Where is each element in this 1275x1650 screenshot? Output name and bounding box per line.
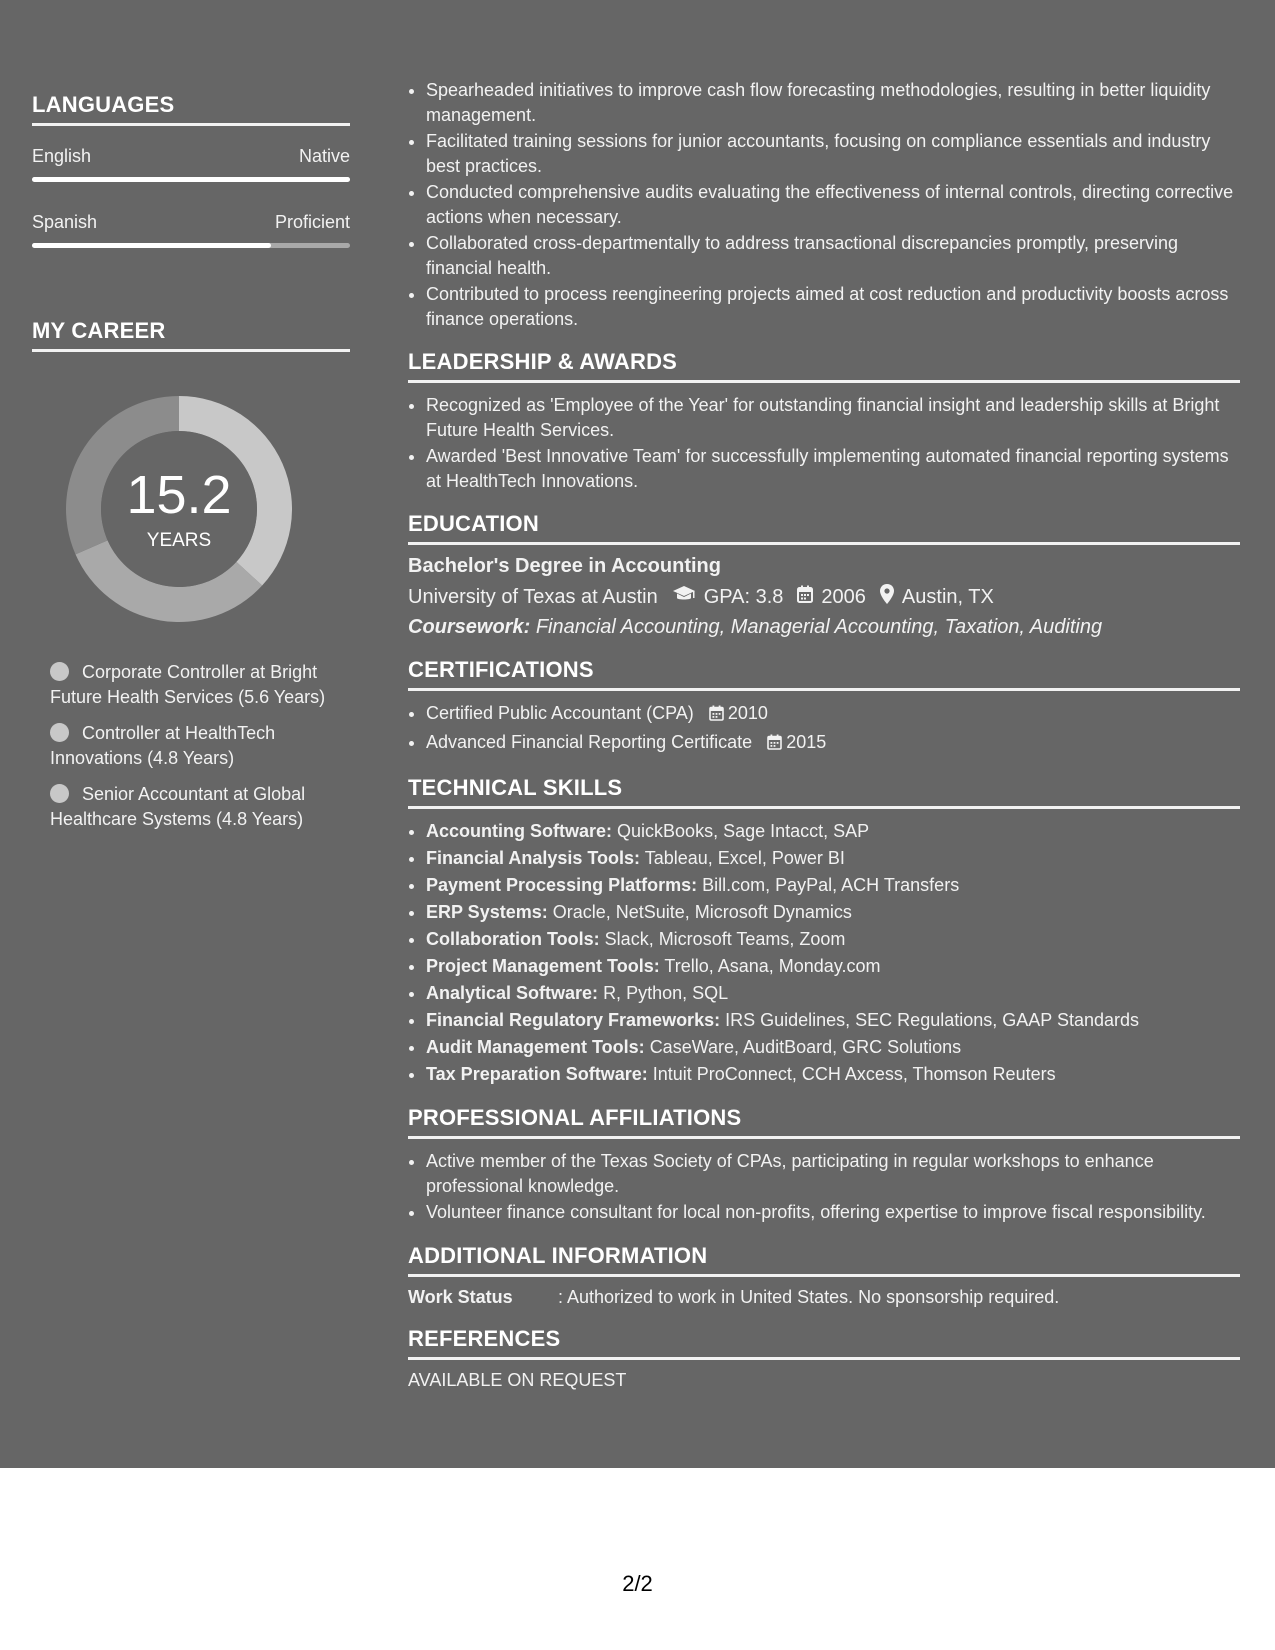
additional-title: ADDITIONAL INFORMATION xyxy=(408,1243,1240,1277)
skill-label: ERP Systems: xyxy=(426,902,548,922)
leadership-section xyxy=(408,349,1240,493)
language-bar-fill xyxy=(32,177,350,182)
career-donut-chart xyxy=(66,396,292,622)
bullet-dot-icon xyxy=(50,662,69,681)
certification-name: Advanced Financial Reporting Certificate xyxy=(426,732,753,752)
career-section xyxy=(32,318,350,831)
additional-section xyxy=(408,1243,1240,1308)
career-roles-list xyxy=(50,660,340,831)
experience-bullet: • Contributed to process reengineering projects aimed at cost reduction and productivity boosts across finance operations. xyxy=(426,282,1240,331)
certification-item xyxy=(426,730,1240,757)
career-total-unit: YEARS xyxy=(146,530,212,551)
skills-title: TECHNICAL SKILLS xyxy=(408,775,1240,809)
coursework-label: Coursework: xyxy=(408,616,531,638)
skill-value: IRS Guidelines, SEC Regulations, GAAP Standards xyxy=(725,1010,1139,1030)
skills-list xyxy=(408,819,1240,1087)
certification-year: 2015 xyxy=(786,732,827,752)
page-number: 2/2 xyxy=(622,1571,653,1596)
skill-value: Trello, Asana, Monday.com xyxy=(664,956,881,976)
skill-item xyxy=(426,1062,1240,1087)
career-role-item xyxy=(50,782,340,831)
work-status-label: Work Status xyxy=(408,1286,513,1307)
coursework-list: Financial Accounting, Managerial Accounting, Taxation, Auditing xyxy=(535,616,1103,638)
experience-bullet: • Conducted comprehensive audits evaluating the effectiveness of internal controls, directing corrective actions when necessary. xyxy=(426,180,1240,229)
education-gpa: GPA: 3.8 xyxy=(703,585,784,608)
skill-label: Analytical Software: xyxy=(426,983,599,1003)
career-role-text: Corporate Controller at Bright Future Health Services (5.6 Years) xyxy=(50,662,326,707)
bullet-dot-icon xyxy=(50,784,69,803)
leadership-item: • Recognized as 'Employee of the Year' for outstanding financial insight and leadership skills at Bright Future Health Services. xyxy=(426,393,1240,442)
experience-bullet: • Facilitated training sessions for junior accountants, focusing on compliance essentials and industry best practices. xyxy=(426,129,1240,178)
bullet-dot-icon xyxy=(50,723,69,742)
skill-label: Collaboration Tools: xyxy=(426,929,600,949)
location-pin-icon xyxy=(880,584,894,610)
certifications-title: CERTIFICATIONS xyxy=(408,657,1240,691)
language-item xyxy=(32,146,350,182)
references-text: AVAILABLE ON REQUEST xyxy=(408,1369,627,1390)
skill-label: Financial Analysis Tools: xyxy=(426,848,641,868)
right-column xyxy=(408,78,1240,1391)
certification-name: Certified Public Accountant (CPA) xyxy=(426,703,694,723)
affiliation-item: • Active member of the Texas Society of CPAs, participating in regular workshops to enhance professional knowledge. xyxy=(426,1149,1240,1198)
career-total-years: 15.2 xyxy=(126,465,232,525)
left-column xyxy=(32,92,350,843)
skill-item xyxy=(426,819,1240,844)
calendar-icon xyxy=(797,585,813,609)
certification-year: 2010 xyxy=(727,703,768,723)
languages-title: LANGUAGES xyxy=(32,92,350,126)
language-level: Native xyxy=(298,146,350,166)
work-status-value: : Authorized to work in United States. No sponsorship required. xyxy=(558,1286,1060,1307)
education-title: EDUCATION xyxy=(408,511,1240,545)
language-bar xyxy=(32,243,350,248)
skill-label: Payment Processing Platforms: xyxy=(426,875,698,895)
skill-item xyxy=(426,846,1240,871)
skill-item xyxy=(426,1035,1240,1060)
education-degree: Bachelor's Degree in Accounting xyxy=(408,555,721,577)
skill-item xyxy=(426,873,1240,898)
skill-value: R, Python, SQL xyxy=(603,983,729,1003)
skill-label: Project Management Tools: xyxy=(426,956,660,976)
skill-value: Oracle, NetSuite, Microsoft Dynamics xyxy=(552,902,852,922)
language-name: Spanish xyxy=(32,212,98,232)
certifications-section xyxy=(408,657,1240,757)
skill-value: Slack, Microsoft Teams, Zoom xyxy=(604,929,846,949)
education-school: University of Texas at Austin xyxy=(408,585,658,608)
skill-item xyxy=(426,927,1240,952)
career-title: MY CAREER xyxy=(32,318,350,352)
skill-item xyxy=(426,900,1240,925)
language-bar xyxy=(32,177,350,182)
language-level: Proficient xyxy=(274,212,350,232)
skill-item xyxy=(426,981,1240,1006)
affiliations-title: PROFESSIONAL AFFILIATIONS xyxy=(408,1105,1240,1139)
career-role-text: Senior Accountant at Global Healthcare Systems (4.8 Years) xyxy=(50,784,306,829)
skill-item xyxy=(426,1008,1240,1033)
education-coursework xyxy=(408,616,1240,639)
education-year: 2006 xyxy=(821,585,866,608)
skill-value: Intuit ProConnect, CCH Axcess, Thomson Reuters xyxy=(652,1064,1056,1084)
skill-value: Bill.com, PayPal, ACH Transfers xyxy=(702,875,960,895)
leadership-title: LEADERSHIP & AWARDS xyxy=(408,349,1240,383)
skill-label: Audit Management Tools: xyxy=(426,1037,645,1057)
skill-value: QuickBooks, Sage Intacct, SAP xyxy=(617,821,870,841)
certification-item xyxy=(426,701,1240,728)
references-section xyxy=(408,1326,1240,1391)
career-role-text: Controller at HealthTech Innovations (4.8 Years) xyxy=(50,723,276,768)
career-role-item xyxy=(50,721,340,770)
graduation-cap-icon xyxy=(672,585,696,609)
references-title: REFERENCES xyxy=(408,1326,1240,1360)
education-details xyxy=(408,584,1240,610)
work-status-row xyxy=(408,1287,1240,1308)
skill-label: Tax Preparation Software: xyxy=(426,1064,648,1084)
experience-bullet: • Spearheaded initiatives to improve cash flow forecasting methodologies, resulting in better liquidity management. xyxy=(426,78,1240,127)
calendar-icon xyxy=(767,732,782,757)
skill-value: Tableau, Excel, Power BI xyxy=(644,848,845,868)
leadership-item: • Awarded 'Best Innovative Team' for successfully implementing automated financial reporting systems at HealthTech Innovations. xyxy=(426,444,1240,493)
skills-section xyxy=(408,775,1240,1087)
experience-bullet: • Collaborated cross-departmentally to address transactional discrepancies promptly, preserving financial health. xyxy=(426,231,1240,280)
language-name: English xyxy=(32,146,92,166)
education-location: Austin, TX xyxy=(901,585,994,608)
skill-value: CaseWare, AuditBoard, GRC Solutions xyxy=(649,1037,962,1057)
skill-label: Financial Regulatory Frameworks: xyxy=(426,1010,721,1030)
calendar-icon xyxy=(709,703,724,728)
experience-bullets xyxy=(408,78,1240,331)
career-role-item xyxy=(50,660,340,709)
affiliation-item: • Volunteer finance consultant for local non-profits, offering expertise to improve fiscal responsibility. xyxy=(426,1200,1240,1225)
education-section xyxy=(408,511,1240,639)
skill-label: Accounting Software: xyxy=(426,821,613,841)
skill-item xyxy=(426,954,1240,979)
language-bar-fill xyxy=(32,243,271,248)
language-item xyxy=(32,212,350,248)
affiliations-section xyxy=(408,1105,1240,1225)
